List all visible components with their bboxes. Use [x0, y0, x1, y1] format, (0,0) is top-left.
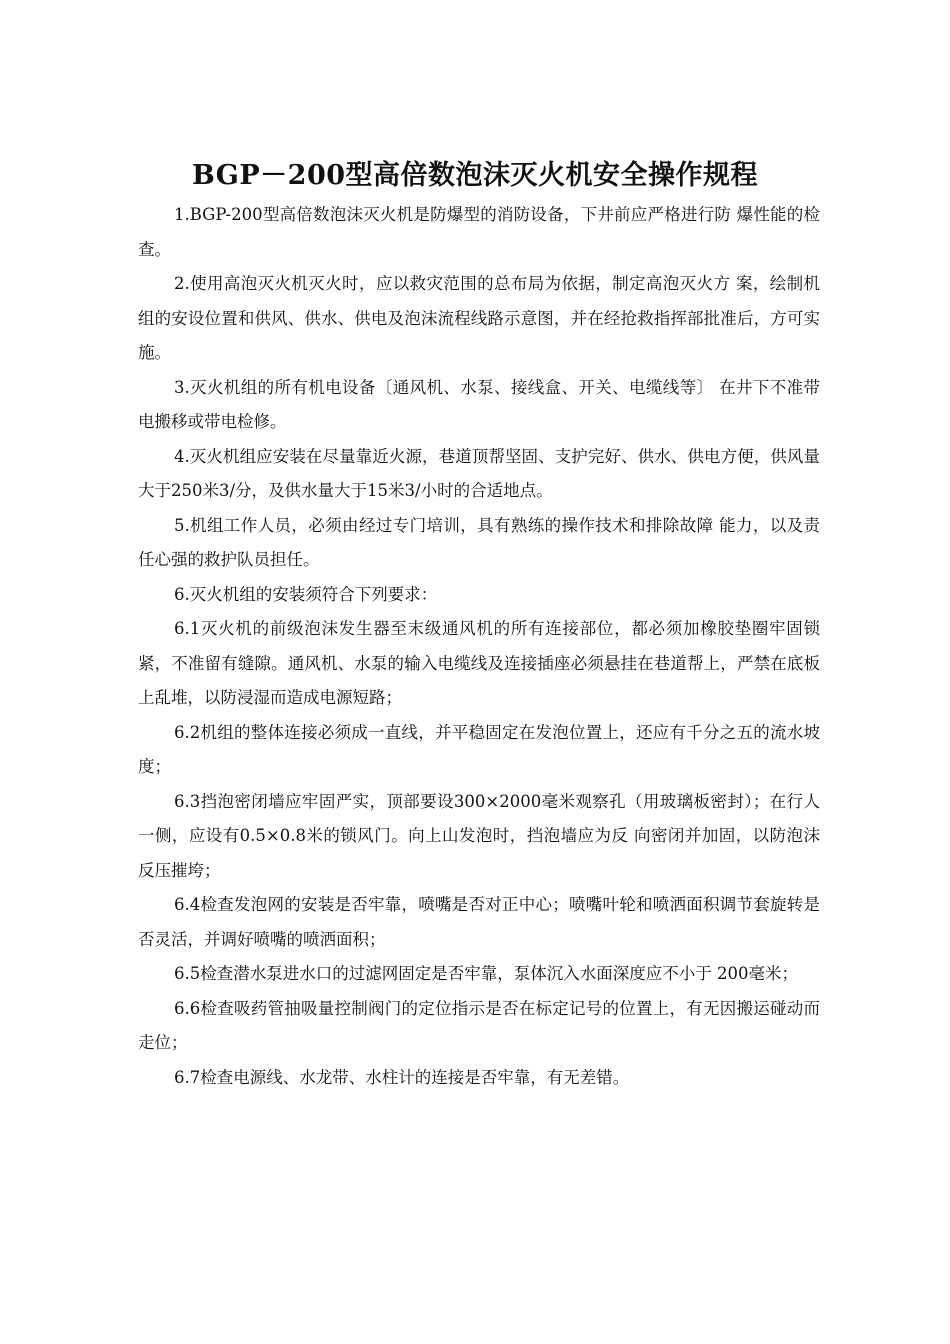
document-title: BGP－200型高倍数泡沫灭火机安全操作规程	[191, 160, 759, 191]
paragraph-1: 1.BGP-200型高倍数泡沫灭火机是防爆型的消防设备，下井前应严格进行防 爆性能的检查。	[138, 205, 820, 259]
paragraph-5: 5.机组工作人员，必须由经过专门培训，具有熟练的操作技术和排除故障 能力，以及责任心强的救护队员担任。	[138, 515, 820, 569]
paragraph-6-3: 6.3挡泡密闭墙应牢固严实，顶部要设300×2000毫米观察孔（用玻璃板密封）；在行人一侧，应设有0.5×0.8米的锁风门。向上山发泡时，挡泡墙应为反 向密闭并加固，以防泡沫反压摧垮；	[138, 791, 820, 880]
paragraph-2: 2.使用高泡灭火机灭火时，应以救灾范围的总布局为依据，制定高泡灭火方 案，绘制机组的安设位置和供风、供水、供电及泡沫流程线路示意图，并在经抢救指挥部批准后，方可实施。	[138, 274, 820, 362]
paragraph-6-6: 6.6检查吸药管抽吸量控制阀门的定位指示是否在标定记号的位置上，有无因搬运碰动而走位；	[138, 998, 820, 1052]
paragraph-6-5: 6.5检查潜水泵进水口的过滤网固定是否牢靠，泵体沉入水面深度应不小于 200毫米；	[174, 964, 798, 983]
paragraph-6-1: 6.1灭火机的前级泡沫发生器至末级通风机的所有连接部位，都必须加橡胶垫圈牢固锁紧，不准留有缝隙。通风机、水泵的输入电缆线及连接插座必须悬挂在巷道帮上，严禁在底板上乱堆，以防浸湿而造成电源短路；	[138, 619, 820, 707]
paragraph-3: 3.灭火机组的所有机电设备〔通风机、水泵、接线盒、开关、电缆线等〕 在井下不准带电搬移或带电检修。	[138, 377, 820, 431]
paragraph-6: 6.灭火机组的安装须符合下列要求：	[174, 584, 438, 604]
paragraph-4: 4.灭火机组应安装在尽量靠近火源，巷道顶帮坚固、支护完好、供水、供电方便，供风量大于250米3/分，及供水量大于15米3/小时的合适地点。	[138, 446, 820, 500]
paragraph-6-4: 6.4检查发泡网的安装是否牢靠，喷嘴是否对正中心；喷嘴叶轮和喷洒面积调节套旋转是否灵活，并调好喷嘴的喷洒面积；	[138, 895, 820, 949]
paragraph-6-2: 6.2机组的整体连接必须成一直线，并平稳固定在发泡位置上，还应有千分之五的流水坡度；	[138, 722, 820, 776]
paragraph-6-7: 6.7检查电源线、水龙带、水柱计的连接是否牢靠，有无差错。	[174, 1067, 630, 1087]
document-body	[138, 198, 820, 1095]
